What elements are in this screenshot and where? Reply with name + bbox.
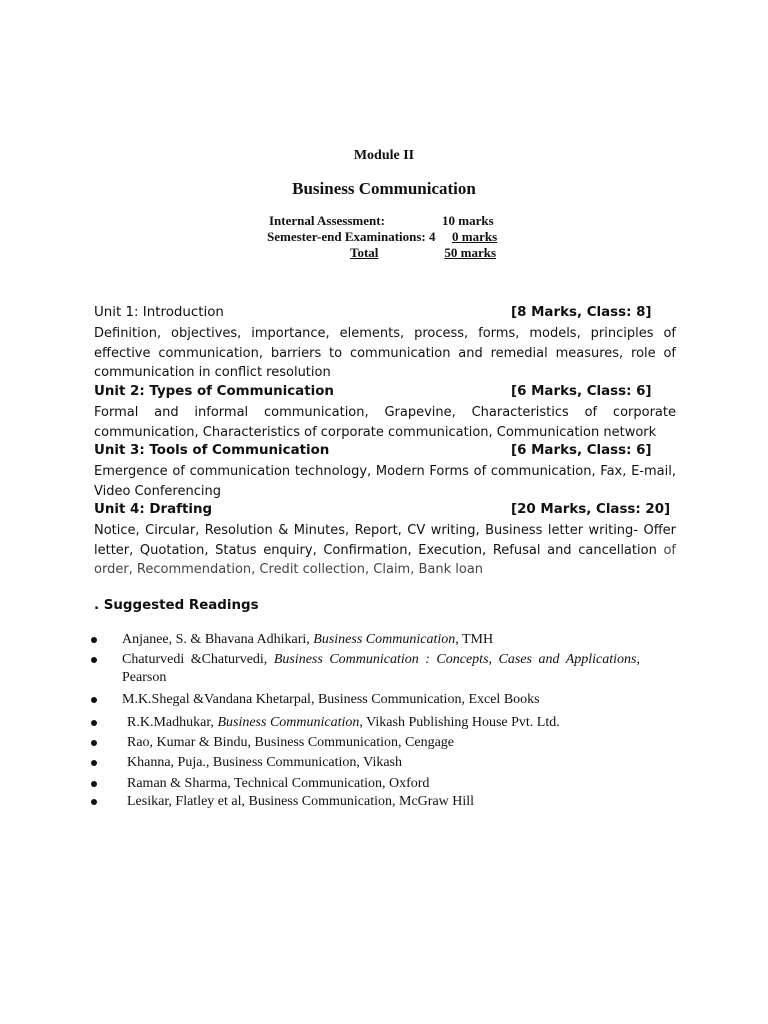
unit-content (94, 521, 676, 580)
internal-assessment-value: 10 marks (442, 213, 494, 228)
bullet-icon (91, 799, 97, 805)
reading-text (122, 631, 640, 649)
unit-title: Unit 1: Introduction (94, 305, 224, 320)
reading-text (122, 651, 640, 687)
reading-text-part: Khanna, Puja., Business Communication, Vikash (127, 755, 402, 770)
bullet-icon (91, 657, 97, 663)
reading-text-part: Lesikar, Flatley et al, Business Communication, McGraw Hill (127, 794, 475, 809)
semester-exam-label: Semester-end Examinations: 4 (267, 229, 436, 244)
reading-text (122, 691, 640, 709)
reading-text (127, 754, 645, 772)
bullet-icon (91, 697, 97, 703)
unit-content-main: Notice, Circular, Resolution & Minutes, Report, CV writing, Business letter writing- Offer letter, Quotation, Status enquiry, Confirmation, Execution, Refusal and cancellation (94, 523, 676, 558)
unit-title: Unit 4: Drafting (94, 502, 213, 517)
reading-text (127, 714, 645, 732)
bullet-icon (91, 760, 97, 766)
reading-text (127, 775, 645, 793)
reading-text-part: , Vikash Publishing House Pvt. Ltd. (359, 715, 560, 730)
unit-content: Emergence of communication technology, Modern Forms of communication, Fax, E-mail, Video Conferencing (94, 464, 676, 499)
reading-text-part: Rao, Kumar & Bindu, Business Communication, Cengage (127, 735, 455, 750)
reading-text-part: Anjanee, S. & Bhavana Adhikari, (122, 632, 314, 647)
reading-title-italic: Business Communication (217, 715, 360, 730)
unit-content: Formal and informal communication, Grapevine, Characteristics of corporate communication, Characteristics of corporate communication, Communication network (94, 405, 676, 440)
reading-text-part: , TMH (455, 632, 494, 647)
reading-text-part: Chaturvedi &Chaturvedi, (122, 652, 274, 667)
suggested-readings-heading: . Suggested Readings (94, 598, 259, 613)
total-label: Total (350, 245, 379, 260)
bullet-icon (91, 740, 97, 746)
unit-title: Unit 3: Tools of Communication (94, 443, 330, 458)
unit-marks: [20 Marks, Class: 20] (511, 502, 671, 517)
bullet-icon (91, 781, 97, 787)
unit-marks: [6 Marks, Class: 6] (511, 443, 652, 458)
total-value: 50 marks (444, 245, 496, 260)
unit-title: Unit 2: Types of Communication (94, 384, 334, 399)
unit-content: Definition, objectives, importance, elements, process, forms, models, principles of effective communication, barriers to communication and remedial measures, role of communication in conflict resolution (94, 326, 676, 381)
module-title: Module II (353, 148, 415, 163)
bullet-icon (91, 637, 97, 643)
unit-marks: [6 Marks, Class: 6] (511, 384, 652, 399)
reading-text-part: M.K.Shegal &Vandana Khetarpal, Business Communication, Excel Books (122, 692, 540, 707)
semester-exam-value: 0 marks (452, 229, 498, 244)
internal-assessment-label: Internal Assessment: (269, 213, 385, 228)
bullet-icon (91, 720, 97, 726)
unit-content-tail: of order, Recommendation, Credit collection, Claim, Bank loan (94, 542, 676, 578)
reading-text-part: , Pearson (122, 652, 640, 685)
reading-text-part: R.K.Madhukar, (127, 715, 218, 730)
reading-title-italic: Business Communication (313, 632, 456, 647)
reading-text (127, 793, 645, 811)
reading-text (127, 734, 645, 752)
reading-text-part: Raman & Sharma, Technical Communication, Oxford (127, 776, 430, 791)
document-title: Business Communication (292, 179, 476, 198)
unit-marks: [8 Marks, Class: 8] (511, 305, 652, 320)
reading-title-italic: Business Communication : Concepts, Cases and Applications (273, 652, 637, 667)
